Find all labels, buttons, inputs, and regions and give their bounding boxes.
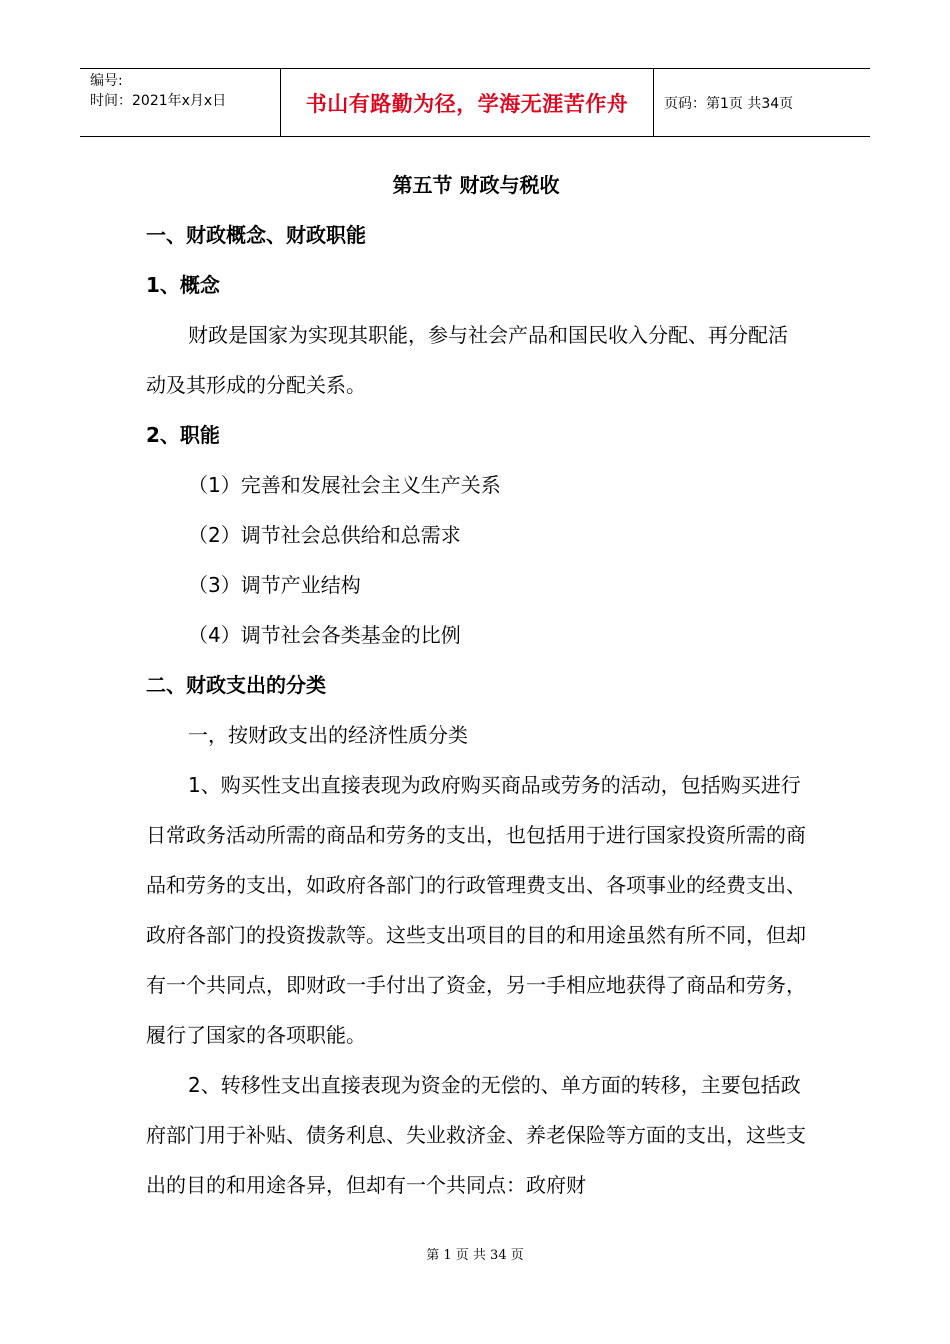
paragraph-transfer-expenditure: 2、转移性支出直接表现为资金的无偿的、单方面的转移，主要包括政府部门用于补贴、债务利息、失业救济金、养老保险等方面的支出，这些支出的目的和用途各异，但却有一个共同点：政府财 [146,1073,806,1197]
page-title: 第五节 财政与税收 [392,173,560,197]
document-date-label: 时间：2021年x月x日 [90,93,227,109]
header-meta [80,69,281,136]
page-header [80,68,870,137]
paragraph-purchase-expenditure: 1、购买性支出直接表现为政府购买商品或劳务的活动，包括购买进行日常政务活动所需的商品和劳务的支出，也包括用于进行国家投资所需的商品和劳务的支出，如政府各部门的行政管理费支出、各项事业的经费支出、政府各部门的投资拨款等。这些支出项目的目的和用途虽然有所不同，但却有一个共同点，即财政一手付出了资金，另一手相应地获得了商品和劳务，履行了国家的各项职能。 [146,773,806,1047]
header-motto: 书山有路勤为径，学海无涯苦作舟 [281,69,654,136]
function-item: （4）调节社会各类基金的比例 [188,623,461,647]
subheading-concept: 1、概念 [146,273,220,297]
paragraph-concept: 财政是国家为实现其职能，参与社会产品和国民收入分配、再分配活动及其形成的分配关系。 [146,323,788,397]
header-page-number: 页码：第1页 共34页 [664,95,794,112]
subheading-functions: 2、职能 [146,423,220,447]
document-body [146,160,806,1210]
section-heading-2: 二、财政支出的分类 [146,673,326,697]
page-footer: 第 1 页 共 34 页 [426,1248,524,1263]
function-item: （1）完善和发展社会主义生产关系 [188,473,501,497]
function-item: （3）调节产业结构 [188,573,361,597]
function-item: （2）调节社会总供给和总需求 [188,523,461,547]
document-number-label: 编号: [90,73,123,89]
classification-line: 一，按财政支出的经济性质分类 [188,723,468,747]
section-heading-1: 一、财政概念、财政职能 [146,223,366,247]
